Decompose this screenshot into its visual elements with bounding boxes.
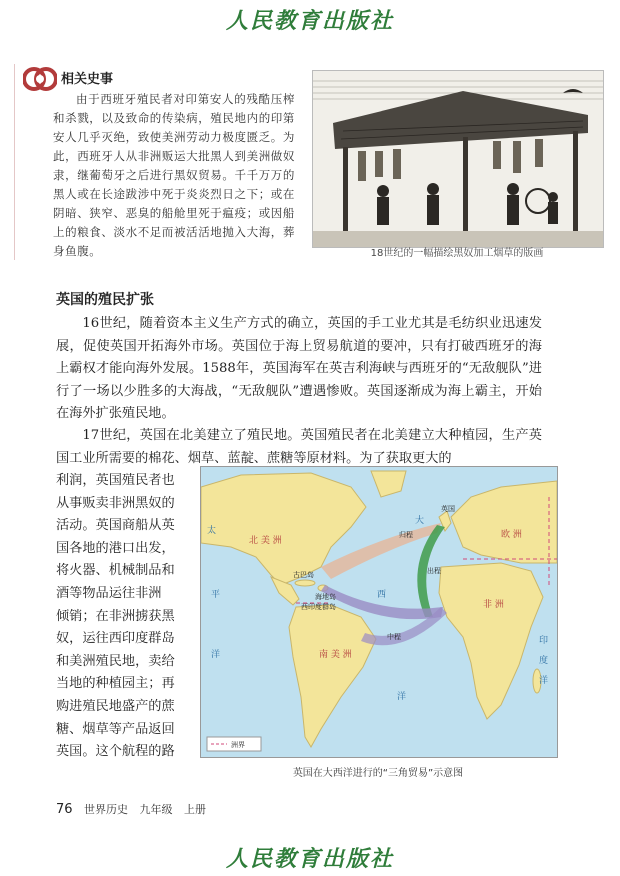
map-label-atlantic-3: 洋 [397,692,407,702]
paragraph-3-line: 当地的种植园主；再 [56,676,175,692]
tobacco-engraving-image [312,70,604,248]
paragraph-3-line: 活动。英国商船从英 [56,518,175,534]
paragraph-3-line: 利润，英国殖民者也 [56,473,175,488]
section-title: 英国的殖民扩张 [56,292,154,308]
related-history-icon [23,64,57,94]
paragraph-2: 17世纪，英国在北美建立了殖民地。英国殖民者在北美建立大种植园，生产英国工业所需要的棉花、烟草、蓝靛、蔗糖等原材料。为了获取更大的 [56,428,542,466]
paragraph-3-line: 和美洲殖民地，卖给 [56,653,175,669]
map-label-atlantic-2: 西 [377,590,387,600]
map-label-cuba: 古巴岛 [293,571,314,579]
map-label-pacific-1: 太 [207,526,217,536]
map-label-britain: 英国 [441,505,455,513]
related-history-box [14,64,295,260]
map-legend-label: 洲界 [231,741,245,749]
page-number: 76 [56,802,73,817]
engraving-caption: 18世纪的一幅描绘黑奴加工烟草的版画 [370,248,544,259]
publisher-logo-top: 人民教育出版社 [225,8,394,34]
map-caption: 英国在大西洋进行的“三角贸易”示意图 [292,768,464,779]
paragraph-3-line: 酒等物品运往非洲 [56,585,162,601]
book-title: 世界历史 [84,803,129,816]
map-label-pacific-3: 洋 [211,650,221,660]
related-history-title: 相关史事 [61,72,114,87]
triangle-trade-map [200,466,558,758]
publisher-logo-bottom: 人民教育出版社 [225,846,394,872]
map-label-europe: 欧 洲 [501,530,522,540]
paragraph-3-line: 奴，运往西印度群岛 [56,631,175,647]
cuba-island [295,580,315,586]
paragraph-3-line: 购进殖民地盛产的蔗 [56,698,175,714]
paragraph-3-line: 国各地的港口出发， [56,540,175,556]
map-label-return: 归程 [399,531,413,539]
map-label-indian-3: 洋 [539,676,549,686]
paragraph-3-line: 英国。这个航程的路 [56,744,175,760]
map-label-atlantic-1: 大 [415,516,425,526]
map-label-indian-1: 印 [539,636,549,646]
map-label-haiti: 海地岛 [315,593,336,601]
volume-label: 上册 [184,803,207,816]
map-label-south-america: 南 美 洲 [319,650,352,660]
paragraph-3-line: 从事贩卖非洲黑奴的 [56,495,175,511]
paragraph-1: 16世纪，随着资本主义生产方式的确立，英国的手工业尤其是毛纺织业迅速发展，促使英国开拓海外市场。英国位于海上贸易航道的要冲，只有打破西班牙的海上霸权才能向海外发展。1588年，英国海军在英吉利海峡与西班牙的“无敌舰队”进行了一场以少胜多的大海战，“无敌舰队”遭遇惨败。英国逐渐成为海上霸主，开始在海外扩张殖民地。 [56,316,542,422]
map-label-middle: 中程 [387,633,401,641]
related-history-text: 由于西班牙殖民者对印第安人的残酷压榨和杀戮，以及致命的传染病，殖民地内的印第安人几乎灭绝，致使美洲劳动力极度匮乏。为此，西班牙人从非洲贩运大批黑人到美洲做奴隶，继葡萄牙之后进行黑奴贸易。千千万万的黑人或在长途跋涉中死于炎炎烈日之下；或在阴暗、狭窄、恶臭的船舱里死于瘟疫；或因船上的粮食、淡水不足而被活活地抛入大海，葬身鱼腹。 [53,92,295,258]
map-label-africa: 非 洲 [483,600,504,610]
page-footer [56,801,214,817]
map-label-pacific-2: 平 [211,590,221,600]
map-label-west-indies: 西印度群岛 [301,603,336,611]
paragraph-3-line: 将火器、机械制品和 [56,563,175,579]
paragraph-3-line: 倾销；在非洲掳获黑 [56,608,175,624]
grade-label: 九年级 [139,803,173,816]
map-label-north-america: 北 美 洲 [249,536,282,546]
paragraph-3-line: 糖、烟草等产品返回 [56,721,175,737]
map-label-outbound: 出程 [427,567,441,575]
map-label-indian-2: 度 [539,656,549,666]
